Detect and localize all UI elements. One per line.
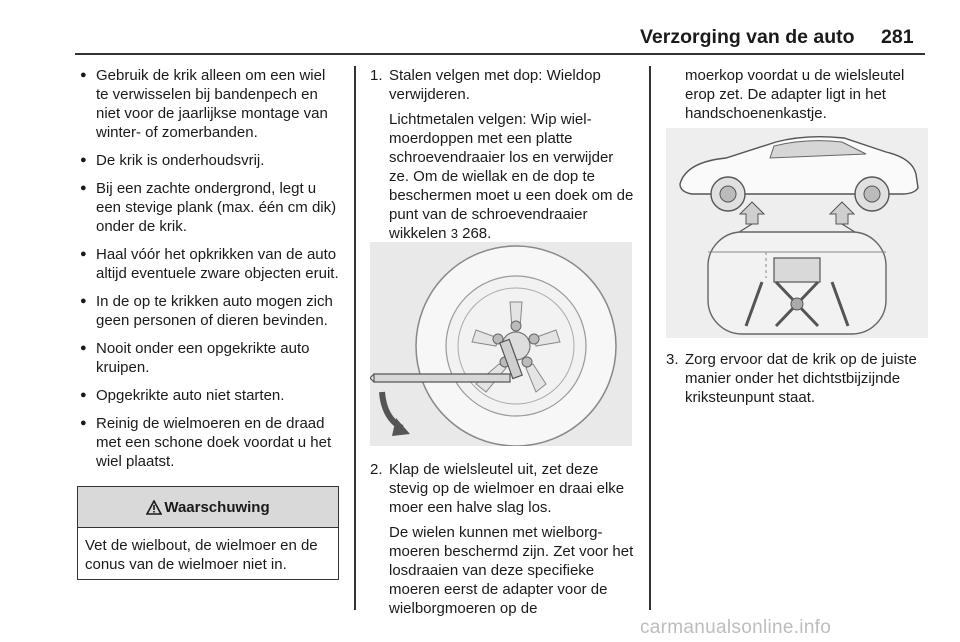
step-paragraph-text: Lichtmetalen velgen: Wip wielmoerdoppen met een platte schroevendraaier los en verwijder ze. Om de wiellak en de dop te beschermen moet u een doek om de punt van de schroevendraaier wikkelen [389, 111, 634, 242]
page-title: Verzorging van de auto [640, 26, 855, 48]
page-number: 281 [881, 26, 914, 48]
step-number: 3. [666, 351, 679, 368]
bullet-item: ● Gebruik de krik alleen om een wiel te verwisselen bij bandenpech en niet voor de jaarlijkse montage van winter- of zomerbanden. [77, 66, 339, 142]
page-reference-icon: 3 [450, 226, 458, 241]
warning-triangle-icon [146, 500, 162, 515]
warning-text: Vet de wielbout, de wielmoer en de conus van de wielmoer niet in. [85, 537, 318, 573]
wheel-wrench-illustration [370, 242, 632, 446]
bullet-item: ● Opgekrikte auto niet starten. [77, 386, 339, 405]
step-number: 1. [370, 67, 383, 84]
bullet-item: ● Bij een zachte ondergrond, legt u een stevige plank (max. één cm dik) onder de krik. [77, 179, 339, 236]
step-2 [370, 460, 634, 618]
car-jack-icon [666, 128, 928, 338]
step-1 [370, 66, 634, 243]
bullet-item: ● Reinig de wielmoeren en de draad met een schone doek voordat u het wiel plaatst. [77, 414, 339, 471]
column-1 [77, 66, 339, 480]
step-text: Stalen velgen met dop: Wieldop verwijderen. [389, 67, 601, 103]
warning-header [78, 487, 338, 528]
step-number: 2. [370, 461, 383, 478]
column-divider-2 [649, 66, 651, 610]
step-paragraph [389, 110, 634, 243]
watermark: carmanualsonline.info [640, 617, 832, 638]
header-divider [75, 53, 925, 55]
bullet-item: ● Haal vóór het opkrikken van de auto altijd eventuele zware objecten eruit. [77, 245, 339, 283]
car-jack-illustration [666, 128, 928, 338]
bullet-item: ● In de op te krikken auto mogen zich geen personen of dieren bevinden. [77, 292, 339, 330]
column-3 [666, 66, 928, 123]
step-3 [666, 350, 928, 407]
continued-text: moerkop voordat u de wielsleutel erop zet. De adapter ligt in het handschoenenkastje. [685, 67, 905, 122]
column-2-lower [370, 460, 634, 618]
column-divider-1 [354, 66, 356, 610]
step-text: Klap de wielsleutel uit, zet deze stevig op de wielmoer en draai elke moer een halve slag los. [389, 461, 625, 516]
warning-box [77, 486, 339, 580]
column-3-lower [666, 350, 928, 407]
step-paragraph: De wielen kunnen met wielborgmoeren beschermd zijn. Zet voor het losdraaien van deze specifieke moeren eerst de adapter voor de wielborgmoeren op de [389, 524, 634, 617]
bullet-item: ● De krik is onderhoudsvrij. [77, 151, 339, 170]
warning-title: Waarschuwing [164, 498, 270, 516]
bullet-item: ● Nooit onder een opgekrikte auto kruipen. [77, 339, 339, 377]
column-2 [370, 66, 634, 243]
page-reference: 268. [462, 225, 492, 242]
wheel-icon [370, 242, 632, 446]
step-text: Zorg ervoor dat de krik op de juiste manier onder het dichtstbijzijnde kriksteunpunt staat. [685, 351, 917, 406]
